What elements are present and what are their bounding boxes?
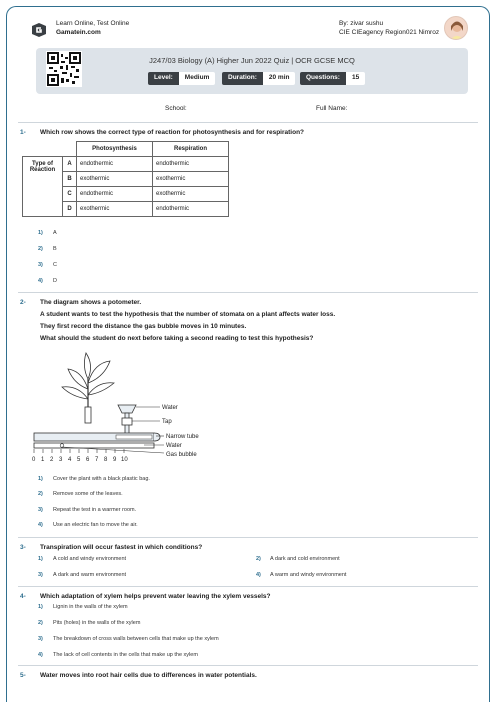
table-row [23,157,229,172]
scale-label: 3 [59,457,63,463]
question-line: A student wants to test the hypothesis that the number of stomata on a plant affects water loss. [40,311,336,318]
table-cell: endothermic [153,202,229,217]
option-number: 4) [256,572,261,578]
quiz-title: J247/03 Biology (A) Higher Jun 2022 Quiz | OCR GCSE MCQ [149,56,355,65]
question-text: Water moves into root hair cells due to differences in water potentials. [40,672,257,679]
row-letter: D [63,202,77,217]
option-number: 2) [38,491,43,497]
diagram-label-water: Water [162,405,178,411]
divider [18,537,478,538]
duration-label: Duration: [222,72,263,85]
page-header [26,16,476,46]
option-3[interactable]: A dark and warm environment [53,572,127,578]
option-number: 2) [38,246,43,252]
level-value: Medium [179,72,216,85]
table-header: Respiration [153,142,229,157]
option-4[interactable]: A warm and windy environment [270,572,347,578]
school-field[interactable]: School: [165,105,187,112]
option-2[interactable]: Pits (holes) in the walls of the xylem [53,620,141,626]
brand-tagline: Learn Online, Test Online [56,20,130,27]
duration-pill [222,72,295,85]
question-number: 4- [20,593,26,600]
question-line: What should the student do next before taking a second reading to test this hypothesis? [40,335,314,342]
option-1[interactable]: Cover the plant with a black plastic bag. [53,476,150,482]
scale-label: 0 [32,457,36,463]
brand-site[interactable]: Gamatein.com [56,29,101,36]
option-1[interactable]: Lignin in the walls of the xylem [53,604,128,610]
option-number: 3) [38,507,43,513]
option-number: 1) [38,476,43,482]
option-4[interactable]: The lack of cell contents in the cells that make up the xylem [53,652,198,658]
scale-label: 1 [41,457,45,463]
full-name-field[interactable]: Full Name: [316,105,348,112]
option-2[interactable]: A dark and cold environment [270,556,340,562]
divider [18,665,478,666]
table-cell: exothermic [77,202,153,217]
author-name: By: zivar sushu [339,20,384,27]
option-c[interactable]: C [53,262,57,268]
table-cell: exothermic [77,172,153,187]
scale-label: 8 [104,457,108,463]
option-number: 3) [38,572,43,578]
table-cell: exothermic [153,172,229,187]
option-3[interactable]: The breakdown of cross walls between cells that make up the xylem [53,636,219,642]
level-pill [148,72,215,85]
scale-label: 5 [77,457,81,463]
option-number: 4) [38,522,43,528]
option-a[interactable]: A [53,230,57,236]
scale-label: 10 [121,457,128,463]
gamatein-logo-icon [30,22,48,38]
question-number: 5- [20,672,26,679]
scale-label: 7 [95,457,99,463]
question-number: 2- [20,299,26,306]
question-number: 3- [20,544,26,551]
option-3[interactable]: Repeat the test in a warmer room. [53,507,137,513]
questions-label: Questions: [300,72,346,85]
table-cell: endothermic [153,157,229,172]
option-number: 4) [38,278,43,284]
row-letter: B [63,172,77,187]
quiz-banner [36,48,468,94]
diagram-label-tap: Tap [162,419,172,425]
questions-pill [300,72,365,85]
question-line: They first record the distance the gas bubble moves in 10 minutes. [40,323,247,330]
questions-value: 15 [346,72,365,85]
option-number: 1) [38,556,43,562]
diagram-label-gas-bubble: Gas bubble [166,452,197,458]
question-text: Transpiration will occur fastest in which conditions? [40,544,203,551]
option-2[interactable]: Remove some of the leaves. [53,491,123,497]
divider [18,292,478,293]
potometer-diagram [24,349,204,467]
question-text: Which row shows the correct type of reaction for photosynthesis and for respiration? [40,129,305,136]
reaction-table [22,141,229,217]
option-number: 2) [256,556,261,562]
option-number: 1) [38,230,43,236]
question-text: Which adaptation of xylem helps prevent water leaving the xylem vessels? [40,593,271,600]
row-letter: C [63,187,77,202]
divider [18,122,478,123]
author-region: CIE CIEagency Region021 Nimroz [339,29,440,36]
row-label: Type of Reaction [23,157,63,217]
option-4[interactable]: Use an electric fan to move the air. [53,522,138,528]
avatar [444,16,468,40]
question-number: 1- [20,129,26,136]
table-header: Photosynthesis [77,142,153,157]
scale-label: 4 [68,457,72,463]
option-b[interactable]: B [53,246,57,252]
diagram-label-narrow-tube: Narrow tube [166,434,199,440]
scale-label: 9 [113,457,117,463]
duration-value: 20 min [263,72,296,85]
option-number: 2) [38,620,43,626]
table-cell: exothermic [153,187,229,202]
level-label: Level: [148,72,179,85]
table-cell: endothermic [77,187,153,202]
diagram-label-water2: Water [166,443,182,449]
option-number: 3) [38,262,43,268]
option-1[interactable]: A cold and windy environment [53,556,127,562]
divider [18,586,478,587]
question-line: The diagram shows a potometer. [40,299,142,306]
row-letter: A [63,157,77,172]
scale-label: 2 [50,457,54,463]
table-cell: endothermic [77,157,153,172]
option-number: 1) [38,604,43,610]
scale-label: 6 [86,457,90,463]
option-number: 3) [38,636,43,642]
option-number: 4) [38,652,43,658]
option-d[interactable]: D [53,278,57,284]
